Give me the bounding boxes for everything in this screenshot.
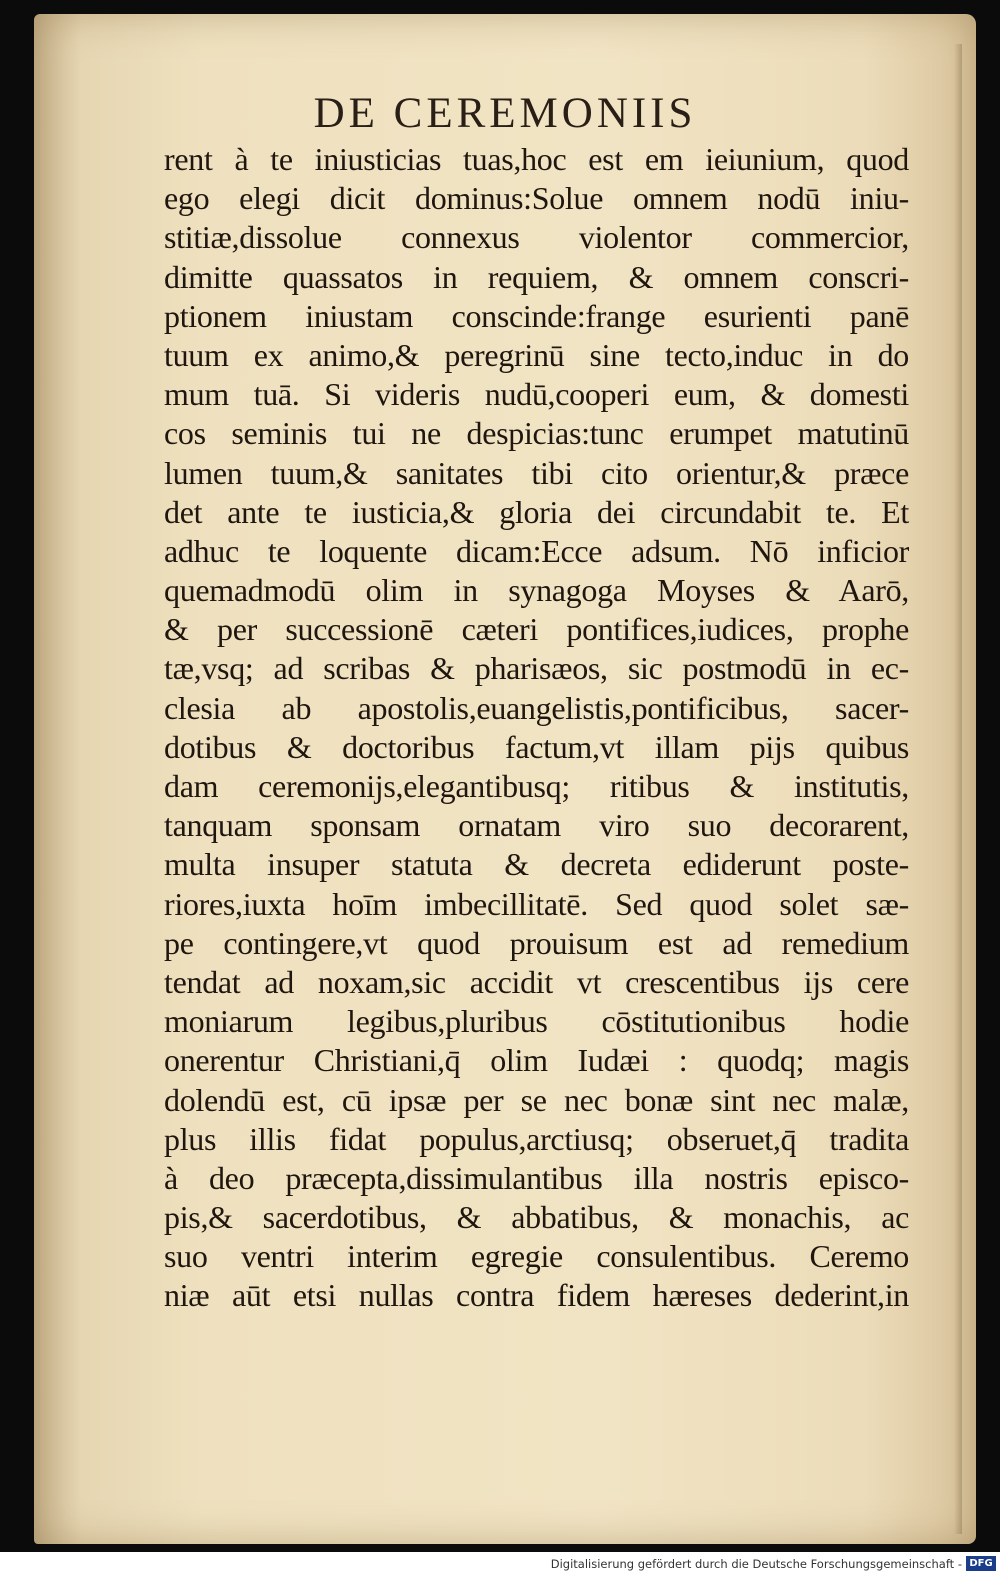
text-line: ptionem iniustam conscinde:frange esurienti panē bbox=[164, 297, 909, 334]
text-line: lumen tuum,& sanitates tibi cito orientur,& præce bbox=[164, 454, 909, 491]
text-line: tæ,vsq; ad scribas & pharisæos, sic postmodū in ec- bbox=[164, 650, 909, 687]
text-line: moniarum legibus,pluribus cōstitutionibus hodie bbox=[164, 1003, 909, 1040]
text-line: niæ aūt etsi nullas contra fidem hæreses dederint,in bbox=[164, 1277, 909, 1314]
text-line: pis,& sacerdotibus, & abbatibus, & monachis, ac bbox=[164, 1199, 909, 1236]
footer-bar bbox=[0, 1552, 1000, 1576]
dfg-logo-icon: DFG bbox=[966, 1556, 996, 1571]
text-line: multa insuper statuta & decreta ediderunt poste- bbox=[164, 846, 909, 883]
text-line: tendat ad noxam,sic accidit vt crescentibus ijs cere bbox=[164, 963, 909, 1000]
body-text bbox=[164, 140, 909, 1316]
text-line: rent à te iniusticias tuas,hoc est em ieiunium, quod bbox=[164, 141, 909, 177]
text-line: quemadmodū olim in synagoga Moyses & Aarō, bbox=[164, 572, 909, 609]
text-line: à deo præcepta,dissimulantibus illa nostris episco- bbox=[164, 1159, 909, 1196]
text-line: tanquam sponsam ornatam viro suo decorarent, bbox=[164, 807, 909, 844]
text-line: dolendū est, cū ipsæ per se nec bonæ sint nec malæ, bbox=[164, 1081, 909, 1118]
text-line: & per successionē cæteri pontifices,iudices, prophe bbox=[164, 611, 909, 648]
running-head: DE CEREMONIIS bbox=[313, 90, 697, 137]
footer-credit: Digitalisierung gefördert durch die Deutsche Forschungsgemeinschaft - bbox=[550, 1557, 962, 1571]
text-line: tuum ex animo,& peregrinū sine tecto,induc in do bbox=[164, 336, 909, 373]
text-line: stitiæ,dissolue connexus violentor commercior, bbox=[164, 219, 909, 256]
text-line: det ante te iusticia,& gloria dei circundabit te. Et bbox=[164, 493, 909, 530]
text-line: suo ventri interim egregie consulentibus. Ceremo bbox=[164, 1238, 909, 1275]
text-line: plus illis fidat populus,arctiusq; obseruet,q̄ tradita bbox=[164, 1120, 909, 1157]
text-line: dimitte quassatos in requiem, & omnem conscri- bbox=[164, 258, 909, 295]
page-edge-shadow bbox=[954, 44, 962, 1534]
text-line: clesia ab apostolis,euangelistis,pontificibus, sacer- bbox=[164, 689, 909, 726]
text-line: onerentur Christiani,q̄ olim Iudæi : quodq; magis bbox=[164, 1042, 909, 1079]
text-line: ego elegi dicit dominus:Solue omnem nodū iniu- bbox=[164, 180, 909, 217]
text-line: cos seminis tui ne despicias:tunc erumpet matutinū bbox=[164, 415, 909, 452]
text-line: pe contingere,vt quod prouisum est ad remedium bbox=[164, 924, 909, 961]
text-line: adhuc te loquente dicam:Ecce adsum. Nō inficior bbox=[164, 532, 909, 569]
text-line: mum tuā. Si videris nudū,cooperi eum, & domesti bbox=[164, 376, 909, 413]
text-line: dotibus & doctoribus factum,vt illam pijs quibus bbox=[164, 728, 909, 765]
text-line: dam ceremonijs,elegantibusq; ritibus & institutis, bbox=[164, 768, 909, 804]
text-line: riores,iuxta hoīm imbecillitatē. Sed quod solet sæ- bbox=[164, 885, 909, 922]
